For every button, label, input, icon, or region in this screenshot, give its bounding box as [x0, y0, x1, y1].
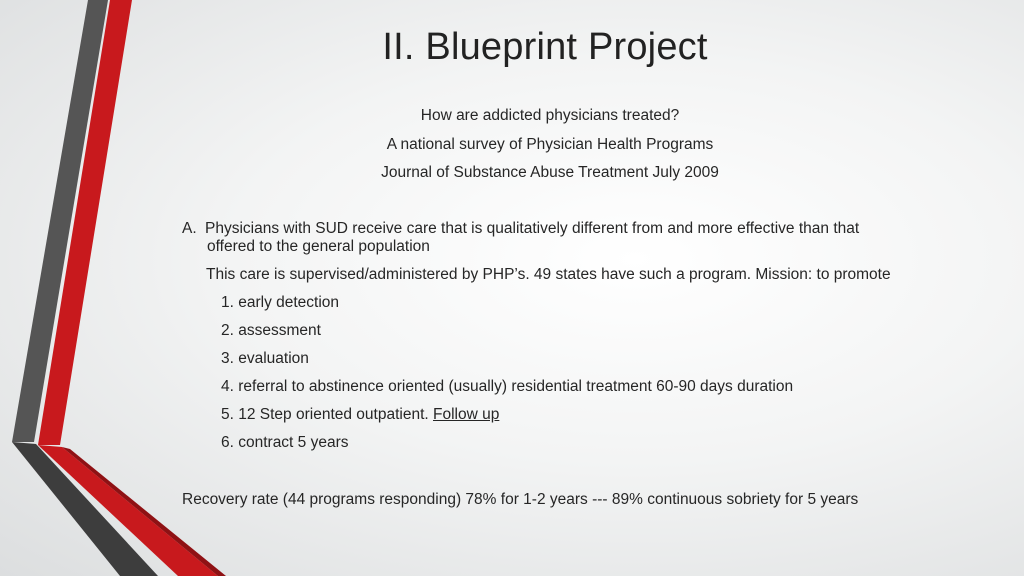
mission-item-5: [221, 406, 499, 424]
point-a-marker: A.: [182, 220, 197, 237]
mission-item-2: 2. assessment: [221, 322, 321, 339]
mission-item-3: 3. evaluation: [221, 350, 309, 367]
follow-up-link[interactable]: Follow up: [433, 406, 500, 423]
mission-item-5-text: 5. 12 Step oriented outpatient.: [221, 406, 433, 423]
mission-item-6: 6. contract 5 years: [221, 434, 349, 451]
recovery-rate: Recovery rate (44 programs responding) 78% for 1-2 years --- 89% continuous sobriety for 5 years: [182, 491, 859, 508]
slide-title: II. Blueprint Project: [382, 26, 708, 68]
mission-item-1: 1. early detection: [221, 294, 340, 311]
mission-item-4: 4. referral to abstinence oriented (usually) residential treatment 60-90 days duration: [221, 378, 794, 395]
care-statement: This care is supervised/administered by PHP’s. 49 states have such a program. Mission: to promote: [206, 266, 891, 283]
subtitle-line-3: Journal of Substance Abuse Treatment July 2009: [381, 164, 719, 181]
point-a-line-1: Physicians with SUD receive care that is qualitatively different from and more effective than that: [205, 220, 860, 237]
subtitle-line-1: How are addicted physicians treated?: [420, 107, 680, 124]
point-a-line-2: offered to the general population: [207, 238, 430, 255]
subtitle-line-2: A national survey of Physician Health Programs: [386, 136, 714, 153]
